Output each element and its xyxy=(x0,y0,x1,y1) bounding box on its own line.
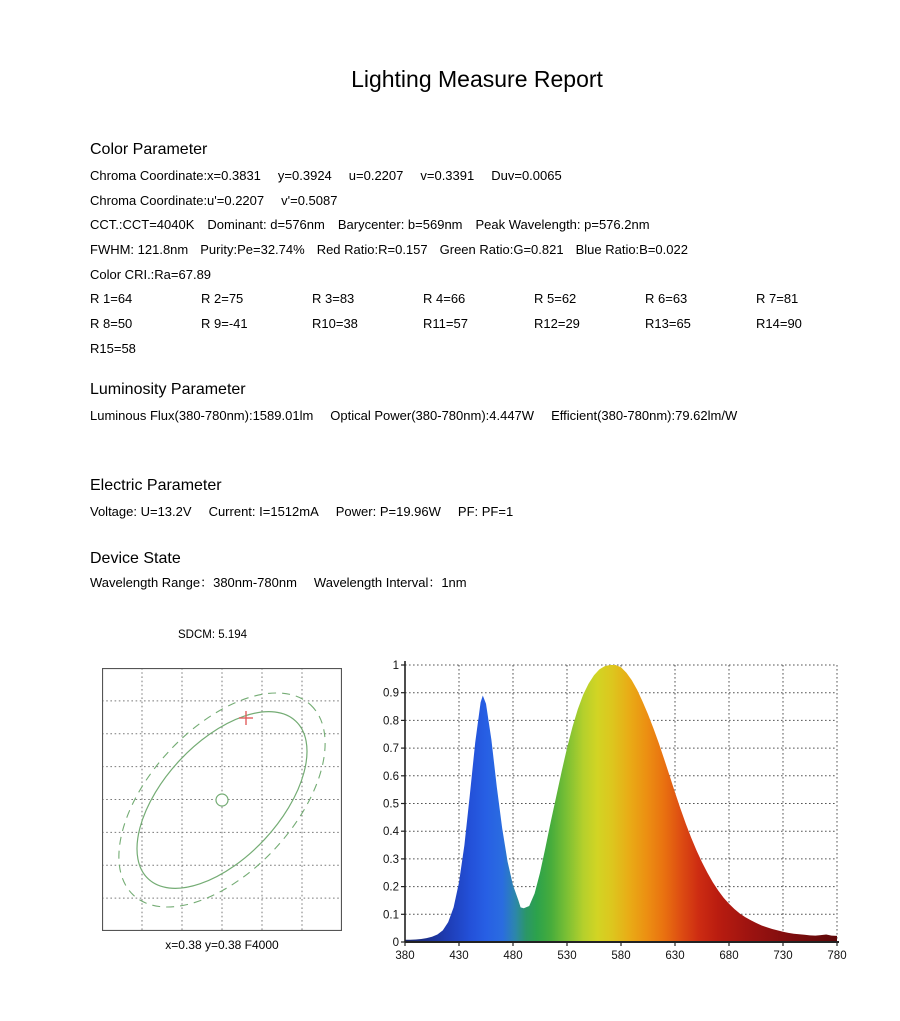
cri-value: R 2=75 xyxy=(201,291,244,306)
text-segment: Voltage: U=13.2V xyxy=(90,504,192,519)
text-segment: Barycenter: b=569nm xyxy=(337,217,463,232)
cri-value: R11=57 xyxy=(423,316,468,331)
text-segment: CCT.:CCT=4040K xyxy=(90,217,195,232)
sdcm-value-label: SDCM: 5.194 xyxy=(178,629,248,641)
cri-value: R 4=66 xyxy=(423,291,466,306)
text-segment: Optical Power(380-780nm):4.447W xyxy=(330,408,535,423)
cri-value: R15=58 xyxy=(90,341,136,356)
text-segment: Wavelength Interval：1nm xyxy=(313,575,467,590)
text-segment: Duv=0.0065 xyxy=(491,168,562,183)
cri-value: R 7=81 xyxy=(756,291,799,306)
color-line-cct xyxy=(90,217,663,233)
x-tick-label: 430 xyxy=(449,950,469,962)
color-line-chroma-xy xyxy=(90,168,579,184)
cri-values-row-2 xyxy=(90,316,867,332)
y-tick-label: 0.4 xyxy=(383,826,399,839)
cri-value: R10=38 xyxy=(312,316,358,331)
text-segment: v'=0.5087 xyxy=(281,193,338,208)
sdcm-chart-caption: x=0.38 y=0.38 F4000 xyxy=(165,938,279,952)
electric-line xyxy=(90,504,530,520)
page-title: Lighting Measure Report xyxy=(351,66,603,92)
sdcm-chromaticity-chart xyxy=(102,668,342,931)
text-segment: FWHM: 121.8nm xyxy=(90,242,189,257)
cri-value: R 1=64 xyxy=(90,291,133,306)
cri-value: R14=90 xyxy=(756,316,802,331)
section-heading-device-state: Device State xyxy=(90,550,181,567)
x-tick-label: 730 xyxy=(773,950,793,962)
text-segment: y=0.3924 xyxy=(277,168,332,183)
cri-value: R 5=62 xyxy=(534,291,577,306)
device-line xyxy=(90,575,484,591)
text-segment: PF: PF=1 xyxy=(457,504,514,519)
x-tick-label: 580 xyxy=(611,950,631,962)
x-tick-label: 680 xyxy=(719,950,739,962)
color-line-chroma-uv xyxy=(90,193,354,209)
spectrum-chart xyxy=(380,652,850,964)
text-segment: Red Ratio:R=0.157 xyxy=(316,242,428,257)
text-segment: v=0.3391 xyxy=(420,168,475,183)
x-tick-label: 380 xyxy=(395,950,415,962)
text-segment: Luminous Flux(380-780nm):1589.01lm xyxy=(90,408,314,423)
section-heading-color-parameter: Color Parameter xyxy=(90,141,208,158)
y-tick-label: 0.6 xyxy=(383,770,399,783)
text-segment: Efficient(380-780nm):79.62lm/W xyxy=(551,408,738,423)
cri-value: R 8=50 xyxy=(90,316,133,331)
x-tick-label: 480 xyxy=(503,950,523,962)
y-tick-label: 0.9 xyxy=(383,687,399,700)
text-segment: u=0.2207 xyxy=(348,168,404,183)
y-tick-label: 0.3 xyxy=(383,853,399,866)
sdcm-center-marker xyxy=(216,794,228,806)
spectrum-area xyxy=(405,665,837,942)
cri-value: R 9=-41 xyxy=(201,316,248,331)
luminosity-line xyxy=(90,408,754,424)
cri-value: R 3=83 xyxy=(312,291,355,306)
cri-value: R12=29 xyxy=(534,316,580,331)
y-tick-label: 0.5 xyxy=(383,798,399,811)
text-segment: Wavelength Range：380nm-780nm xyxy=(90,575,297,590)
x-tick-label: 530 xyxy=(557,950,577,962)
text-segment: Green Ratio:G=0.821 xyxy=(439,242,564,257)
text-segment: Purity:Pe=32.74% xyxy=(200,242,305,257)
x-tick-label: 630 xyxy=(665,950,685,962)
text-segment: Current: I=1512mA xyxy=(208,504,319,519)
cri-value: R13=65 xyxy=(645,316,691,331)
text-segment: Dominant: d=576nm xyxy=(207,217,325,232)
color-line-fwhm xyxy=(90,242,700,258)
color-line-cri xyxy=(90,267,228,283)
section-heading-luminosity-parameter: Luminosity Parameter xyxy=(90,381,246,398)
text-segment: Blue Ratio:B=0.022 xyxy=(575,242,688,257)
y-tick-label: 0.8 xyxy=(383,715,399,728)
text-segment: Peak Wavelength: p=576.2nm xyxy=(475,217,650,232)
x-tick-label: 780 xyxy=(827,950,847,962)
y-tick-label: 0.1 xyxy=(383,909,399,922)
y-tick-label: 0.2 xyxy=(383,881,399,894)
y-tick-label: 1 xyxy=(392,660,399,672)
text-segment: Chroma Coordinate:x=0.3831 xyxy=(90,168,261,183)
text-segment: Power: P=19.96W xyxy=(335,504,441,519)
y-tick-label: 0 xyxy=(392,937,399,949)
text-segment: Chroma Coordinate:u'=0.2207 xyxy=(90,193,265,208)
text-segment: Color CRI.:Ra=67.89 xyxy=(90,267,212,282)
section-heading-electric-parameter: Electric Parameter xyxy=(90,477,222,494)
cri-values-row-1 xyxy=(90,291,867,307)
cri-value: R 6=63 xyxy=(645,291,688,306)
y-tick-label: 0.7 xyxy=(383,743,399,756)
cri-values-row-3 xyxy=(90,341,201,357)
